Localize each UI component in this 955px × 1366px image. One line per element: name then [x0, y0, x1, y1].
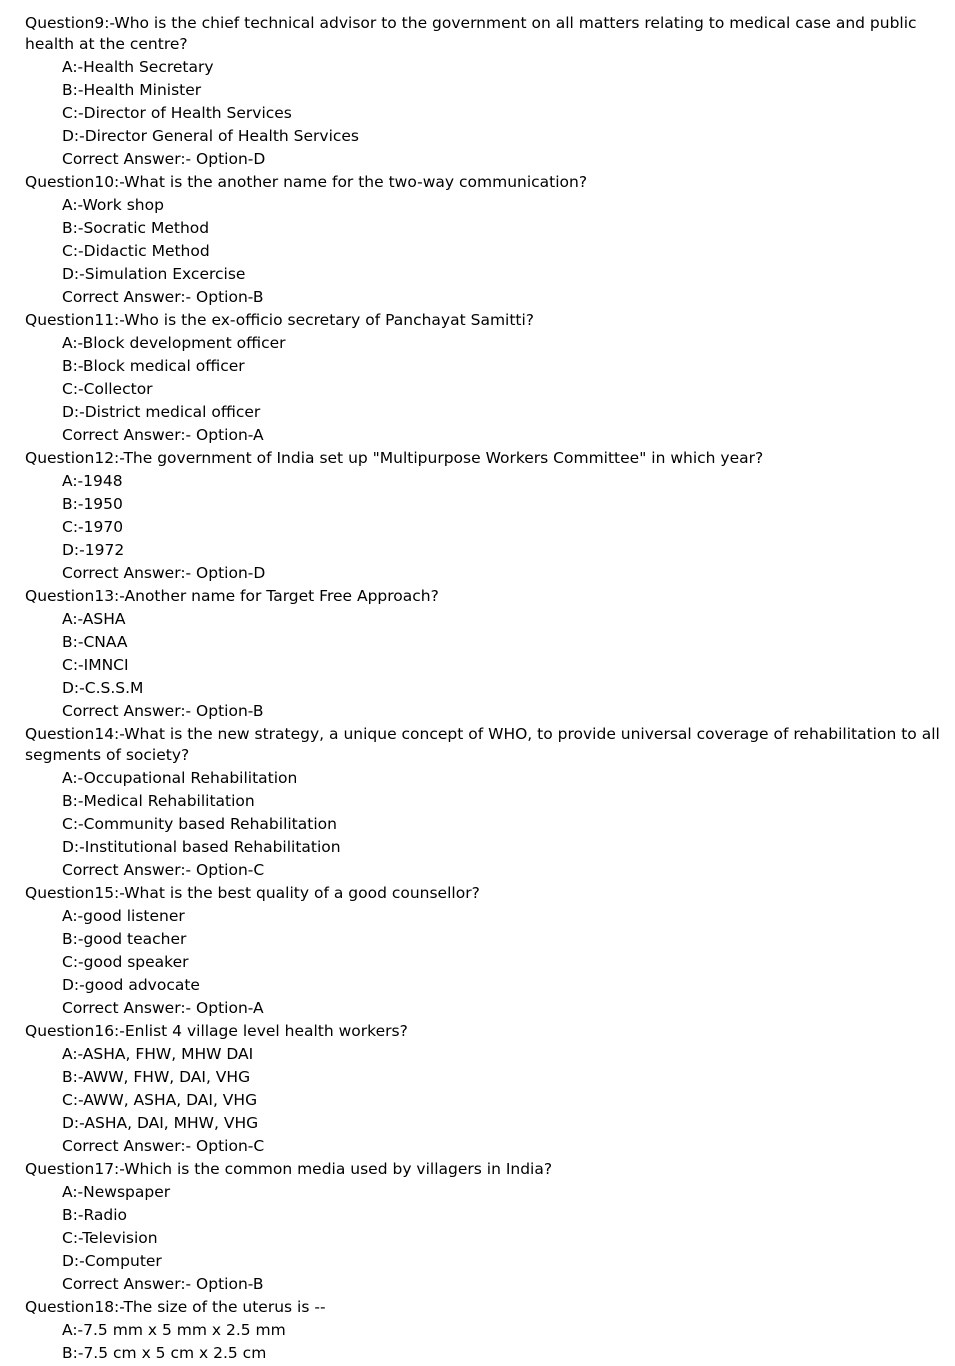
- option-b: B:-7.5 cm x 5 cm x 2.5 cm: [62, 1344, 267, 1362]
- option-a: A:-Block development officer: [62, 334, 286, 352]
- correct-answer: Correct Answer:- Option-D: [62, 150, 266, 168]
- question-text: Question12:-The government of India set up "Multipurpose Workers Committee" in which year?: [25, 449, 764, 467]
- question-text: Question13:-Another name for Target Free Approach?: [25, 587, 439, 605]
- option-d: D:-District medical officer: [62, 403, 261, 421]
- option-d: D:-good advocate: [62, 976, 200, 994]
- question-block: [25, 172, 947, 308]
- option-a: A:-Occupational Rehabilitation: [62, 769, 298, 787]
- option-c: C:-Collector: [62, 380, 153, 398]
- option-b: B:-CNAA: [62, 633, 128, 651]
- option-b: B:-Radio: [62, 1206, 128, 1224]
- option-b: B:-Health Minister: [62, 81, 202, 99]
- option-b: B:-Medical Rehabilitation: [62, 792, 255, 810]
- option-a: A:-Health Secretary: [62, 58, 214, 76]
- correct-answer: Correct Answer:- Option-B: [62, 1275, 264, 1293]
- option-a: A:-Newspaper: [62, 1183, 171, 1201]
- option-d: D:-1972: [62, 541, 125, 559]
- question-text: Question9:-Who is the chief technical advisor to the government on all matters relating to medical case and public health at the centre?: [25, 14, 917, 53]
- question-block: [25, 448, 947, 584]
- question-block: [25, 310, 947, 446]
- option-d: D:-Institutional based Rehabilitation: [62, 838, 341, 856]
- option-c: C:-Didactic Method: [62, 242, 210, 260]
- question-document: [25, 13, 947, 1366]
- correct-answer: Correct Answer:- Option-A: [62, 426, 264, 444]
- option-d: D:-C.S.S.M: [62, 679, 144, 697]
- option-c: C:-AWW, ASHA, DAI, VHG: [62, 1091, 258, 1109]
- option-a: A:-ASHA, FHW, MHW DAI: [62, 1045, 254, 1063]
- question-block: [25, 586, 947, 722]
- option-a: A:-7.5 mm x 5 mm x 2.5 mm: [62, 1321, 286, 1339]
- option-c: C:-Director of Health Services: [62, 104, 292, 122]
- option-c: C:-1970: [62, 518, 124, 536]
- correct-answer: Correct Answer:- Option-C: [62, 861, 265, 879]
- option-a: A:-good listener: [62, 907, 185, 925]
- option-a: A:-1948: [62, 472, 123, 490]
- question-block: [25, 1297, 947, 1364]
- question-text: Question17:-Which is the common media used by villagers in India?: [25, 1160, 553, 1178]
- correct-answer: Correct Answer:- Option-B: [62, 702, 264, 720]
- question-block: [25, 883, 947, 1019]
- question-block: [25, 13, 947, 170]
- question-text: Question10:-What is the another name for the two-way communication?: [25, 173, 588, 191]
- correct-answer: Correct Answer:- Option-C: [62, 1137, 265, 1155]
- option-c: C:-good speaker: [62, 953, 189, 971]
- option-d: D:-Director General of Health Services: [62, 127, 360, 145]
- option-b: B:-AWW, FHW, DAI, VHG: [62, 1068, 251, 1086]
- question-text: Question16:-Enlist 4 village level health workers?: [25, 1022, 408, 1040]
- option-c: C:-Community based Rehabilitation: [62, 815, 337, 833]
- option-a: A:-ASHA: [62, 610, 126, 628]
- option-c: C:-IMNCI: [62, 656, 129, 674]
- question-text: Question11:-Who is the ex-officio secretary of Panchayat Samitti?: [25, 311, 535, 329]
- option-d: D:-ASHA, DAI, MHW, VHG: [62, 1114, 259, 1132]
- correct-answer: Correct Answer:- Option-B: [62, 288, 264, 306]
- question-text: Question15:-What is the best quality of a good counsellor?: [25, 884, 480, 902]
- option-b: B:-good teacher: [62, 930, 187, 948]
- option-b: B:-1950: [62, 495, 123, 513]
- question-block: [25, 724, 947, 881]
- question-text: Question14:-What is the new strategy, a unique concept of WHO, to provide universal coverage of rehabilitation to all segments of society?: [25, 725, 940, 764]
- option-a: A:-Work shop: [62, 196, 164, 214]
- option-d: D:-Computer: [62, 1252, 162, 1270]
- option-d: D:-Simulation Excercise: [62, 265, 246, 283]
- option-c: C:-Television: [62, 1229, 158, 1247]
- option-b: B:-Block medical officer: [62, 357, 245, 375]
- question-block: [25, 1159, 947, 1295]
- question-block: [25, 1021, 947, 1157]
- option-b: B:-Socratic Method: [62, 219, 210, 237]
- correct-answer: Correct Answer:- Option-A: [62, 999, 264, 1017]
- question-text: Question18:-The size of the uterus is --: [25, 1298, 326, 1316]
- correct-answer: Correct Answer:- Option-D: [62, 564, 266, 582]
